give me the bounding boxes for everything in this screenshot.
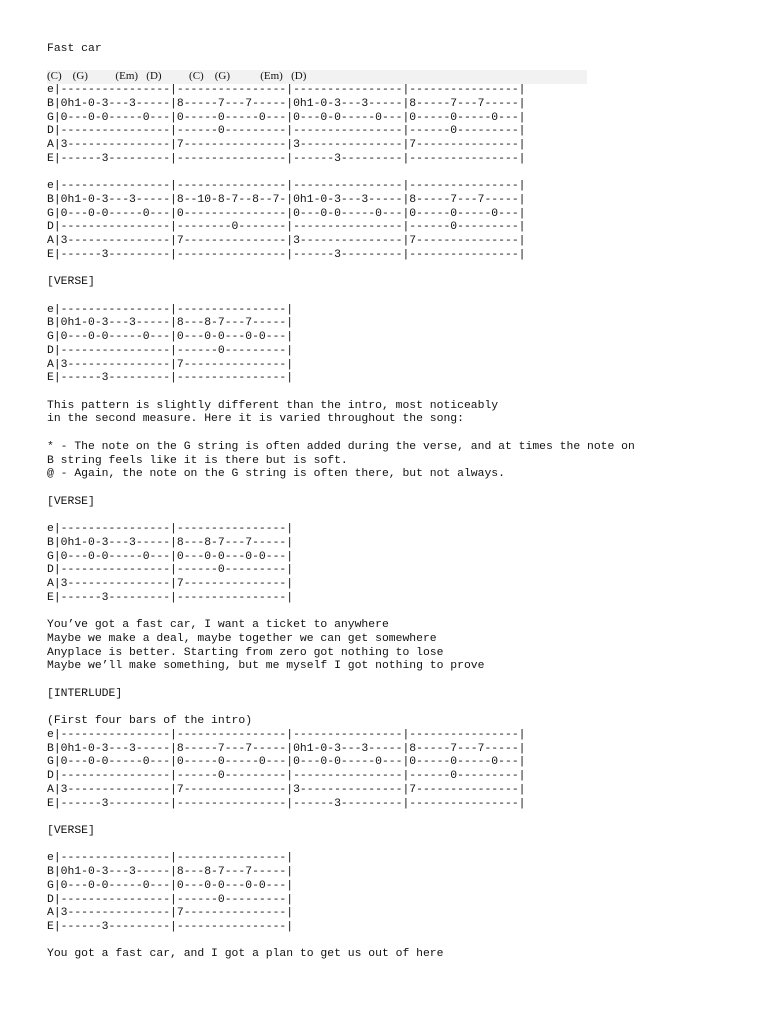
- text-line: Maybe we make a deal, maybe together we can get somewhere: [47, 632, 437, 645]
- text-line: (First four bars of the intro): [47, 715, 253, 728]
- section-heading: [VERSE]: [47, 824, 95, 837]
- tab-line: B|0h1-0-3---3-----|8---8-7---7-----|: [47, 866, 294, 879]
- song-title: Fast car: [47, 43, 102, 55]
- blank-line: [47, 427, 747, 441]
- blank-line: [47, 605, 747, 619]
- tab-line: A|3---------------|7---------------|: [47, 907, 294, 920]
- tab-line: e|----------------|----------------|----------------|----------------|: [47, 180, 526, 193]
- tab-line: D|----------------|------0---------|: [47, 564, 294, 577]
- tab-line: D|----------------|------0---------|----------------|------0---------|: [47, 125, 526, 138]
- tab-line: G|0---0-0-----0---|0---0-0---0-0---|: [47, 879, 294, 892]
- tab-line: E|------3---------|----------------|: [47, 372, 294, 385]
- text-line: Anyplace is better. Starting from zero got nothing to lose: [47, 646, 444, 659]
- tab-line: A|3---------------|7---------------|3---------------|7---------------|: [47, 235, 526, 248]
- tab-line: G|0---0-0-----0---|0---0-0---0-0---|: [47, 331, 294, 344]
- blank-line: [47, 57, 747, 71]
- text-line: This pattern is slightly different than the intro, most noticeably: [47, 399, 499, 412]
- tab-line: B|0h1-0-3---3-----|8--10-8-7--8--7-|0h1-0-3---3-----|8-----7---7-----|: [47, 193, 526, 206]
- chord-line: [47, 70, 747, 84]
- tab-line: G|0---0-0-----0---|0---0-0---0-0---|: [47, 550, 294, 563]
- tab-line: e|----------------|----------------|: [47, 852, 294, 865]
- tab-line: e|----------------|----------------|: [47, 303, 294, 316]
- blank-line: [47, 509, 747, 523]
- tab-line: D|----------------|------0---------|----------------|------0---------|: [47, 770, 526, 783]
- text-line: You’ve got a fast car, I want a ticket to anywhere: [47, 619, 389, 632]
- text-line: * - The note on the G string is often added during the verse, and at times the note on: [47, 440, 635, 453]
- section-heading: [INTERLUDE]: [47, 687, 123, 700]
- blank-line: [47, 482, 747, 496]
- tab-line: B|0h1-0-3---3-----|8-----7---7-----|0h1-0-3---3-----|8-----7---7-----|: [47, 97, 526, 110]
- blank-line: [47, 166, 747, 180]
- tab-line: D|----------------|--------0-------|----------------|------0---------|: [47, 221, 526, 234]
- tab-line: G|0---0-0-----0---|0---------------|0---0-0-----0---|0-----0-----0---|: [47, 207, 526, 220]
- tab-line: D|----------------|------0---------|: [47, 344, 294, 357]
- tab-line: e|----------------|----------------|----------------|----------------|: [47, 84, 526, 97]
- blank-line: [47, 263, 747, 277]
- tab-line: B|0h1-0-3---3-----|8---8-7---7-----|: [47, 536, 294, 549]
- tab-line: A|3---------------|7---------------|3---------------|7---------------|: [47, 783, 526, 796]
- tab-line: E|------3---------|----------------|------3---------|----------------|: [47, 797, 526, 810]
- tab-line: E|------3---------|----------------|: [47, 591, 294, 604]
- blank-line: [47, 386, 747, 400]
- blank-line: [47, 674, 747, 688]
- tab-line: e|----------------|----------------|: [47, 523, 294, 536]
- tab-line: A|3---------------|7---------------|3---------------|7---------------|: [47, 139, 526, 152]
- tab-line: E|------3---------|----------------|------3---------|----------------|: [47, 152, 526, 165]
- blank-line: [47, 935, 747, 949]
- tab-document: [47, 43, 747, 962]
- tab-line: G|0---0-0-----0---|0-----0-----0---|0---0-0-----0---|0-----0-----0---|: [47, 756, 526, 769]
- tab-line: A|3---------------|7---------------|: [47, 358, 294, 371]
- tab-line: e|----------------|----------------|----------------|----------------|: [47, 728, 526, 741]
- section-heading: [VERSE]: [47, 276, 95, 289]
- text-line: @ - Again, the note on the G string is often there, but not always.: [47, 468, 505, 481]
- text-line: You got a fast car, and I got a plan to get us out of here: [47, 948, 444, 961]
- blank-line: [47, 839, 747, 853]
- text-line: Maybe we’ll make something, but me myself I got nothing to prove: [47, 660, 485, 673]
- tab-line: B|0h1-0-3---3-----|8---8-7---7-----|: [47, 317, 294, 330]
- tab-line: E|------3---------|----------------|------3---------|----------------|: [47, 248, 526, 261]
- tab-line: E|------3---------|----------------|: [47, 921, 294, 933]
- text-line: in the second measure. Here it is varied throughout the song:: [47, 413, 464, 426]
- blank-line: [47, 290, 747, 304]
- tab-line: G|0---0-0-----0---|0-----0-----0---|0---0-0-----0---|0-----0-----0---|: [47, 111, 526, 124]
- blank-line: [47, 811, 747, 825]
- blank-line: [47, 702, 747, 716]
- tab-line: D|----------------|------0---------|: [47, 893, 294, 906]
- section-heading: [VERSE]: [47, 495, 95, 508]
- text-line: B string feels like it is there but is soft.: [47, 454, 348, 467]
- chord-names: (C) (G) (Em) (D) (C) (G) (Em) (D): [47, 70, 587, 84]
- tab-line: B|0h1-0-3---3-----|8-----7---7-----|0h1-0-3---3-----|8-----7---7-----|: [47, 742, 526, 755]
- tab-line: A|3---------------|7---------------|: [47, 578, 294, 591]
